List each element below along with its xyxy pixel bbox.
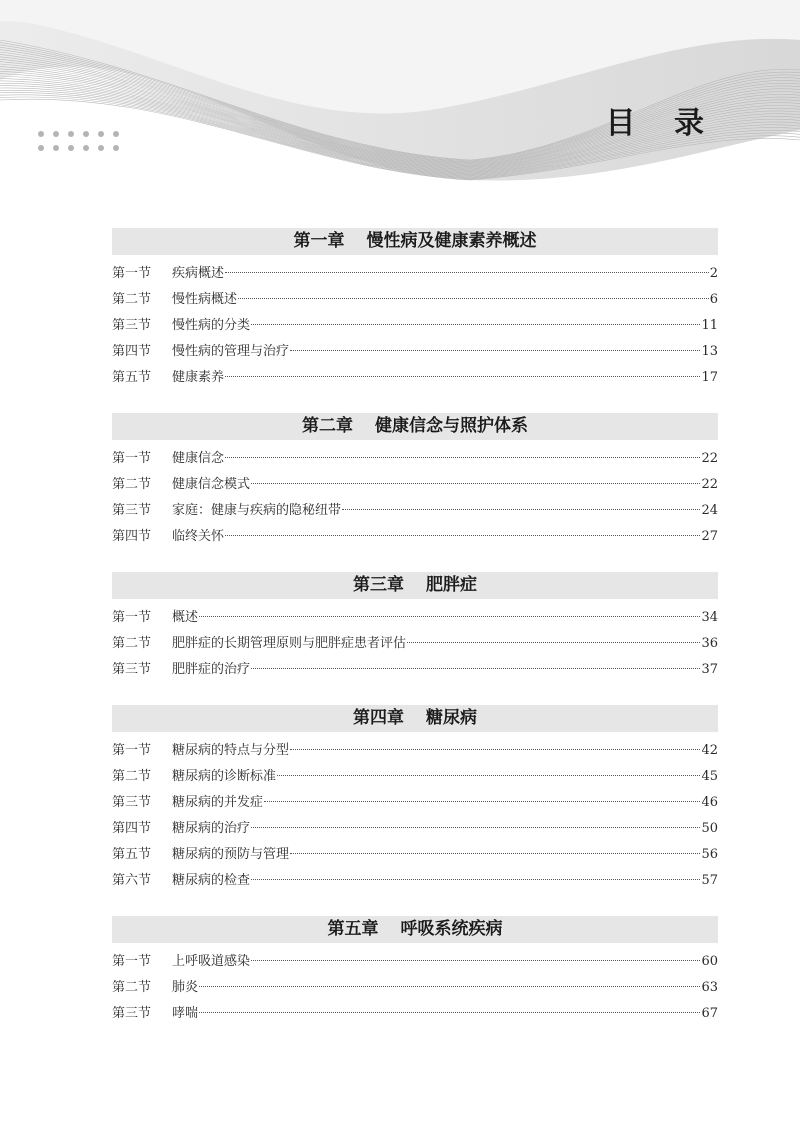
dot-leader [251,960,700,961]
chapter-block [112,916,718,1027]
chapter-heading [112,572,718,599]
section-title: 肥胖症的治疗 [172,662,251,677]
section-title: 糖尿病的治疗 [172,821,251,836]
section-number: 第三节 [112,318,152,333]
section-number: 第一节 [112,266,152,281]
decor-dot [98,131,104,137]
toc-entry[interactable] [112,738,718,764]
page-number: 34 [701,610,718,625]
chapter-number: 第五章 [327,919,379,939]
section-number: 第四节 [112,529,152,544]
toc-entry[interactable] [112,790,718,816]
dot-leader [290,350,700,351]
toc-entry[interactable] [112,816,718,842]
chapter-number: 第二章 [302,416,353,436]
page-number: 42 [701,743,718,758]
chapter-block [112,572,718,683]
dot-leader [238,298,709,299]
chapter-title: 糖尿病 [426,708,477,728]
page-number: 11 [701,318,718,333]
dot-leader [342,509,700,510]
dot-leader [225,376,700,377]
section-title: 疾病概述 [172,266,225,281]
section-number: 第六节 [112,873,152,888]
section-title: 肺炎 [172,980,199,995]
section-number: 第二节 [112,477,152,492]
toc-entry[interactable] [112,261,718,287]
section-number: 第一节 [112,451,152,466]
section-number: 第五节 [112,847,152,862]
section-title: 哮喘 [172,1006,199,1021]
section-title: 临终关怀 [172,529,225,544]
decor-dot [68,145,74,151]
section-number: 第三节 [112,1006,152,1021]
section-title: 慢性病概述 [172,292,238,307]
section-number: 第一节 [112,743,152,758]
decor-dot [98,145,104,151]
dot-leader [264,801,700,802]
chapter-heading [112,705,718,732]
page-number: 46 [701,795,718,810]
section-number: 第一节 [112,954,152,969]
chapter-heading [112,228,718,255]
dot-leader [225,272,709,273]
chapter-block [112,413,718,550]
dot-leader [199,986,700,987]
decor-dot [53,131,59,137]
toc-entry[interactable] [112,313,718,339]
section-title: 糖尿病的检查 [172,873,251,888]
toc-entry[interactable] [112,472,718,498]
section-number: 第五节 [112,370,152,385]
section-title: 健康信念 [172,451,225,466]
page-number: 24 [701,503,718,518]
page-number: 56 [701,847,718,862]
page-number: 57 [701,873,718,888]
decor-dot [38,145,44,151]
section-number: 第三节 [112,662,152,677]
chapter-title: 慢性病及健康素养概述 [366,231,537,251]
section-title: 上呼吸道感染 [172,954,251,969]
page-number: 22 [701,451,718,466]
decor-dot [113,145,119,151]
section-number: 第二节 [112,292,152,307]
toc-entry[interactable] [112,657,718,683]
section-title: 慢性病的管理与治疗 [172,344,290,359]
dot-leader [199,1012,700,1013]
decor-dot [113,131,119,137]
section-number: 第二节 [112,636,152,651]
chapter-block [112,705,718,894]
dot-leader [290,749,700,750]
dot-leader [277,775,700,776]
dot-leader [251,483,700,484]
page-title: 目 录 [605,106,718,141]
toc-entry[interactable] [112,339,718,365]
chapter-number: 第一章 [293,231,345,251]
section-title: 糖尿病的特点与分型 [172,743,290,758]
section-title: 概述 [172,610,199,625]
toc-entry[interactable] [112,524,718,550]
dot-leader [251,879,700,880]
toc-entry[interactable] [112,287,718,313]
chapter-block [112,228,718,391]
page-number: 2 [709,266,718,281]
decor-dot [68,131,74,137]
page-number: 6 [709,292,718,307]
table-of-contents [112,228,718,1049]
page-number: 50 [701,821,718,836]
page-number: 27 [701,529,718,544]
section-title: 肥胖症的长期管理原则与肥胖症患者评估 [172,636,407,651]
page-number: 67 [701,1006,718,1021]
toc-entry[interactable] [112,446,718,472]
chapter-number: 第三章 [353,575,404,595]
toc-entry[interactable] [112,1001,718,1027]
toc-entry[interactable] [112,365,718,391]
section-title: 健康信念模式 [172,477,251,492]
chapter-title: 肥胖症 [426,575,477,595]
chapter-heading [112,413,718,440]
section-title: 慢性病的分类 [172,318,251,333]
section-number: 第三节 [112,795,152,810]
dot-leader [225,535,700,536]
chapter-title: 呼吸系统疾病 [400,919,503,939]
page-number: 63 [701,980,718,995]
toc-entry[interactable] [112,868,718,894]
chapter-title: 健康信念与照护体系 [375,416,528,436]
toc-entry[interactable] [112,842,718,868]
decor-dot [83,131,89,137]
page-number: 13 [701,344,718,359]
dot-leader [251,827,700,828]
page-number: 37 [701,662,718,677]
page-number: 22 [701,477,718,492]
page-number: 17 [701,370,718,385]
dot-leader [251,668,700,669]
decor-dot [53,145,59,151]
dot-leader [199,616,700,617]
section-title: 糖尿病的诊断标准 [172,769,277,784]
toc-entry[interactable] [112,764,718,790]
section-number: 第四节 [112,821,152,836]
section-title: 健康素养 [172,370,225,385]
toc-entry[interactable] [112,498,718,524]
dot-leader [407,642,700,643]
page-number: 45 [701,769,718,784]
decor-dot [38,131,44,137]
chapter-heading [112,916,718,943]
section-number: 第二节 [112,769,152,784]
dot-leader [251,324,700,325]
section-title: 家庭：健康与疾病的隐秘纽带 [172,503,342,518]
section-number: 第一节 [112,610,152,625]
section-title: 糖尿病的并发症 [172,795,264,810]
section-title: 糖尿病的预防与管理 [172,847,290,862]
dot-leader [225,457,700,458]
decor-dot [83,145,89,151]
chapter-number: 第四章 [353,708,404,728]
section-number: 第二节 [112,980,152,995]
toc-entry[interactable] [112,975,718,1001]
section-number: 第三节 [112,503,152,518]
toc-entry[interactable] [112,631,718,657]
toc-entry[interactable] [112,949,718,975]
page-number: 36 [701,636,718,651]
page-number: 60 [701,954,718,969]
dot-leader [290,853,700,854]
toc-entry[interactable] [112,605,718,631]
section-number: 第四节 [112,344,152,359]
